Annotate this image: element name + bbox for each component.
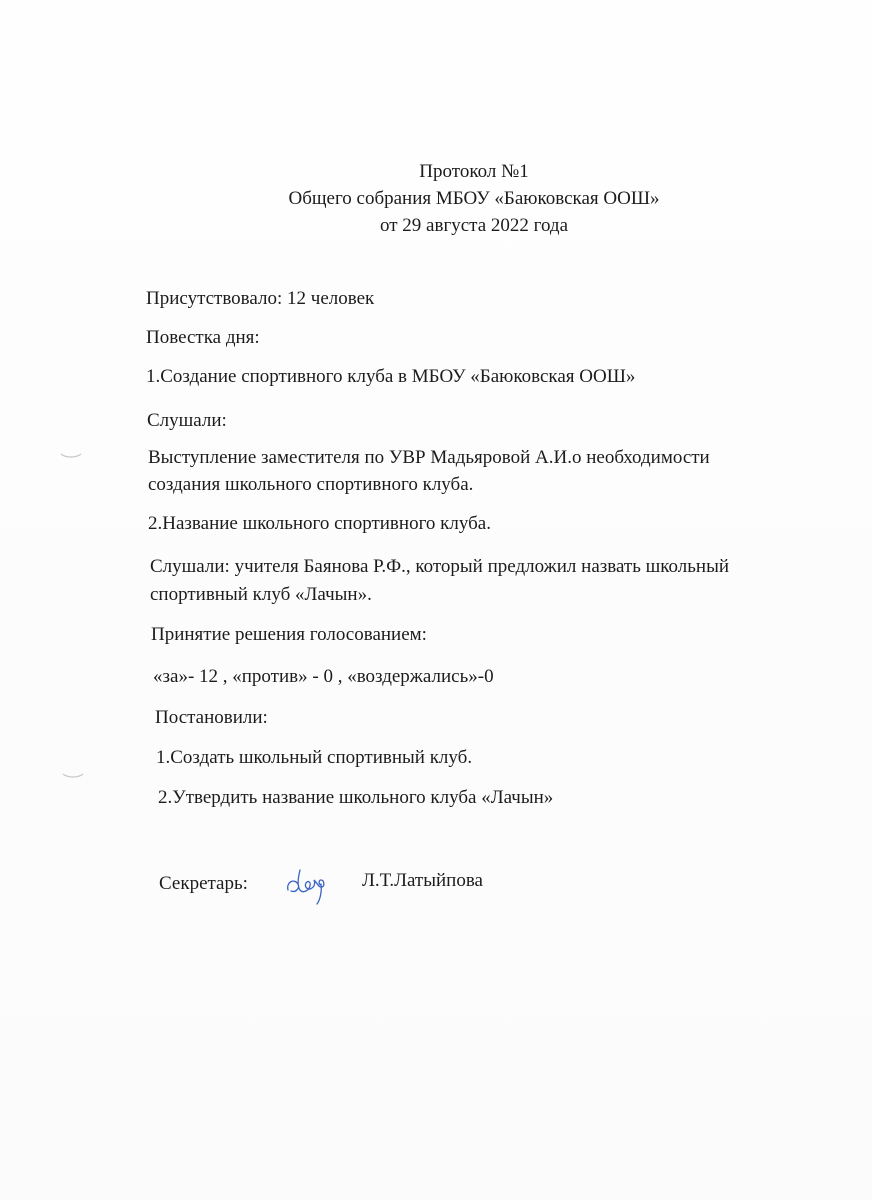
decision-1: 1.Создать школьный спортивный клуб. [156, 747, 473, 768]
punch-hole-mark-top [60, 452, 82, 460]
heard-text-1-line-1: Выступление заместителя по УВР Мадьяровой А.И.о необходимости [148, 447, 710, 468]
secretary-name: Л.Т.Латыйпова [362, 870, 483, 891]
agenda-item-1: 1.Создание спортивного клуба в МБОУ «Баюковская ООШ» [146, 366, 636, 387]
attendance-line: Присутствовало: 12 человек [146, 288, 375, 309]
vote-result: «за»- 12 , «против» - 0 , «воздержались»-0 [153, 666, 494, 687]
document-date: от 29 августа 2022 года [379, 215, 569, 236]
secretary-label: Секретарь: [159, 873, 248, 894]
heard-text-2-line-1: Слушали: учителя Баянова Р.Ф., который предложил назвать школьный [150, 556, 730, 577]
punch-hole-mark-bottom [62, 772, 84, 780]
decision-2: 2.Утвердить название школьного клуба «Лачын» [158, 787, 554, 808]
document-header [0, 158, 872, 239]
heard-text-1-line-2: создания школьного спортивного клуба. [148, 474, 474, 495]
document-subtitle: Общего собрания МБОУ «Баюковская ООШ» [288, 188, 660, 209]
document-title: Протокол №1 [419, 161, 529, 182]
vote-label: Принятие решения голосованием: [151, 624, 427, 645]
handwritten-signature [284, 860, 334, 906]
heard-text-2-line-2: спортивный клуб «Лачын». [150, 584, 372, 605]
agenda-label: Повестка дня: [146, 327, 260, 348]
heard-label-1: Слушали: [147, 410, 227, 431]
agenda-item-2: 2.Название школьного спортивного клуба. [148, 513, 491, 534]
decided-label: Постановили: [155, 707, 268, 728]
